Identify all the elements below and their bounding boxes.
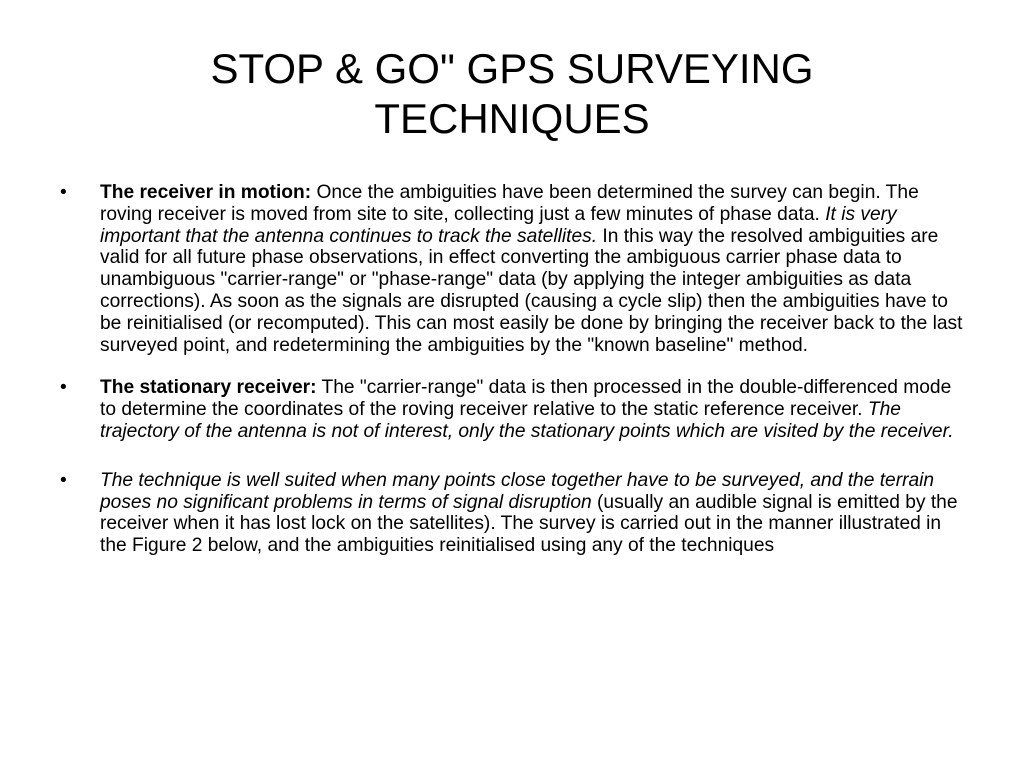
bullet-stationary-receiver bbox=[60, 377, 964, 442]
bullet-receiver-in-motion bbox=[60, 182, 964, 356]
bullet-emphasis: The trajectory of the antenna is not of interest, only the stationary points which are visited by the receiver. bbox=[100, 399, 954, 442]
bullet-icon: • bbox=[60, 469, 67, 491]
slide-title: STOP & GO" GPS SURVEYING TECHNIQUES bbox=[210, 45, 814, 142]
bullet-emphasis: It is very important that the antenna continues to track the satellites. bbox=[100, 203, 897, 247]
bullet-heading: The receiver in motion: bbox=[100, 182, 312, 203]
bullet-text: Once the ambiguities have been determined the survey can begin. The roving receiver is moved from site to site, collecting just a few minutes of phase data. bbox=[100, 182, 919, 225]
bullet-technique-suitability bbox=[60, 470, 964, 557]
bullet-list bbox=[60, 182, 964, 557]
bullet-text: (usually an audible signal is emitted by the receiver when it has lost lock on the satellites). The survey is carried out in the manner illustrated in the Figure 2 below, and the ambiguities reinitialised using any of the techniques bbox=[100, 491, 958, 557]
bullet-icon: • bbox=[60, 182, 67, 203]
bullet-text: In this way the resolved ambiguities are valid for all future phase observations, in effect converting the ambiguous carrier phase data to unambiguous "carrier-range" or "phase-range" data (by applying the integer ambiguities as data corrections). As soon as the signals are disrupted (causing a cycle slip) then the ambiguities have to be reinitialised (or recomputed). This can most easily be done by bringing the receiver back to the last surveyed point, and redetermining the ambiguities by the "known baseline" method. bbox=[100, 225, 963, 356]
bullet-heading: The stationary receiver: bbox=[100, 377, 317, 399]
bullet-icon: • bbox=[60, 377, 67, 399]
bullet-text: The "carrier-range" data is then processed in the double-differenced mode to determine the coordinates of the roving receiver relative to the static reference receiver. bbox=[100, 377, 952, 421]
bullet-emphasis: The technique is well suited when many points close together have to be surveyed, and the terrain poses no significant problems in terms of signal disruption bbox=[100, 469, 935, 513]
